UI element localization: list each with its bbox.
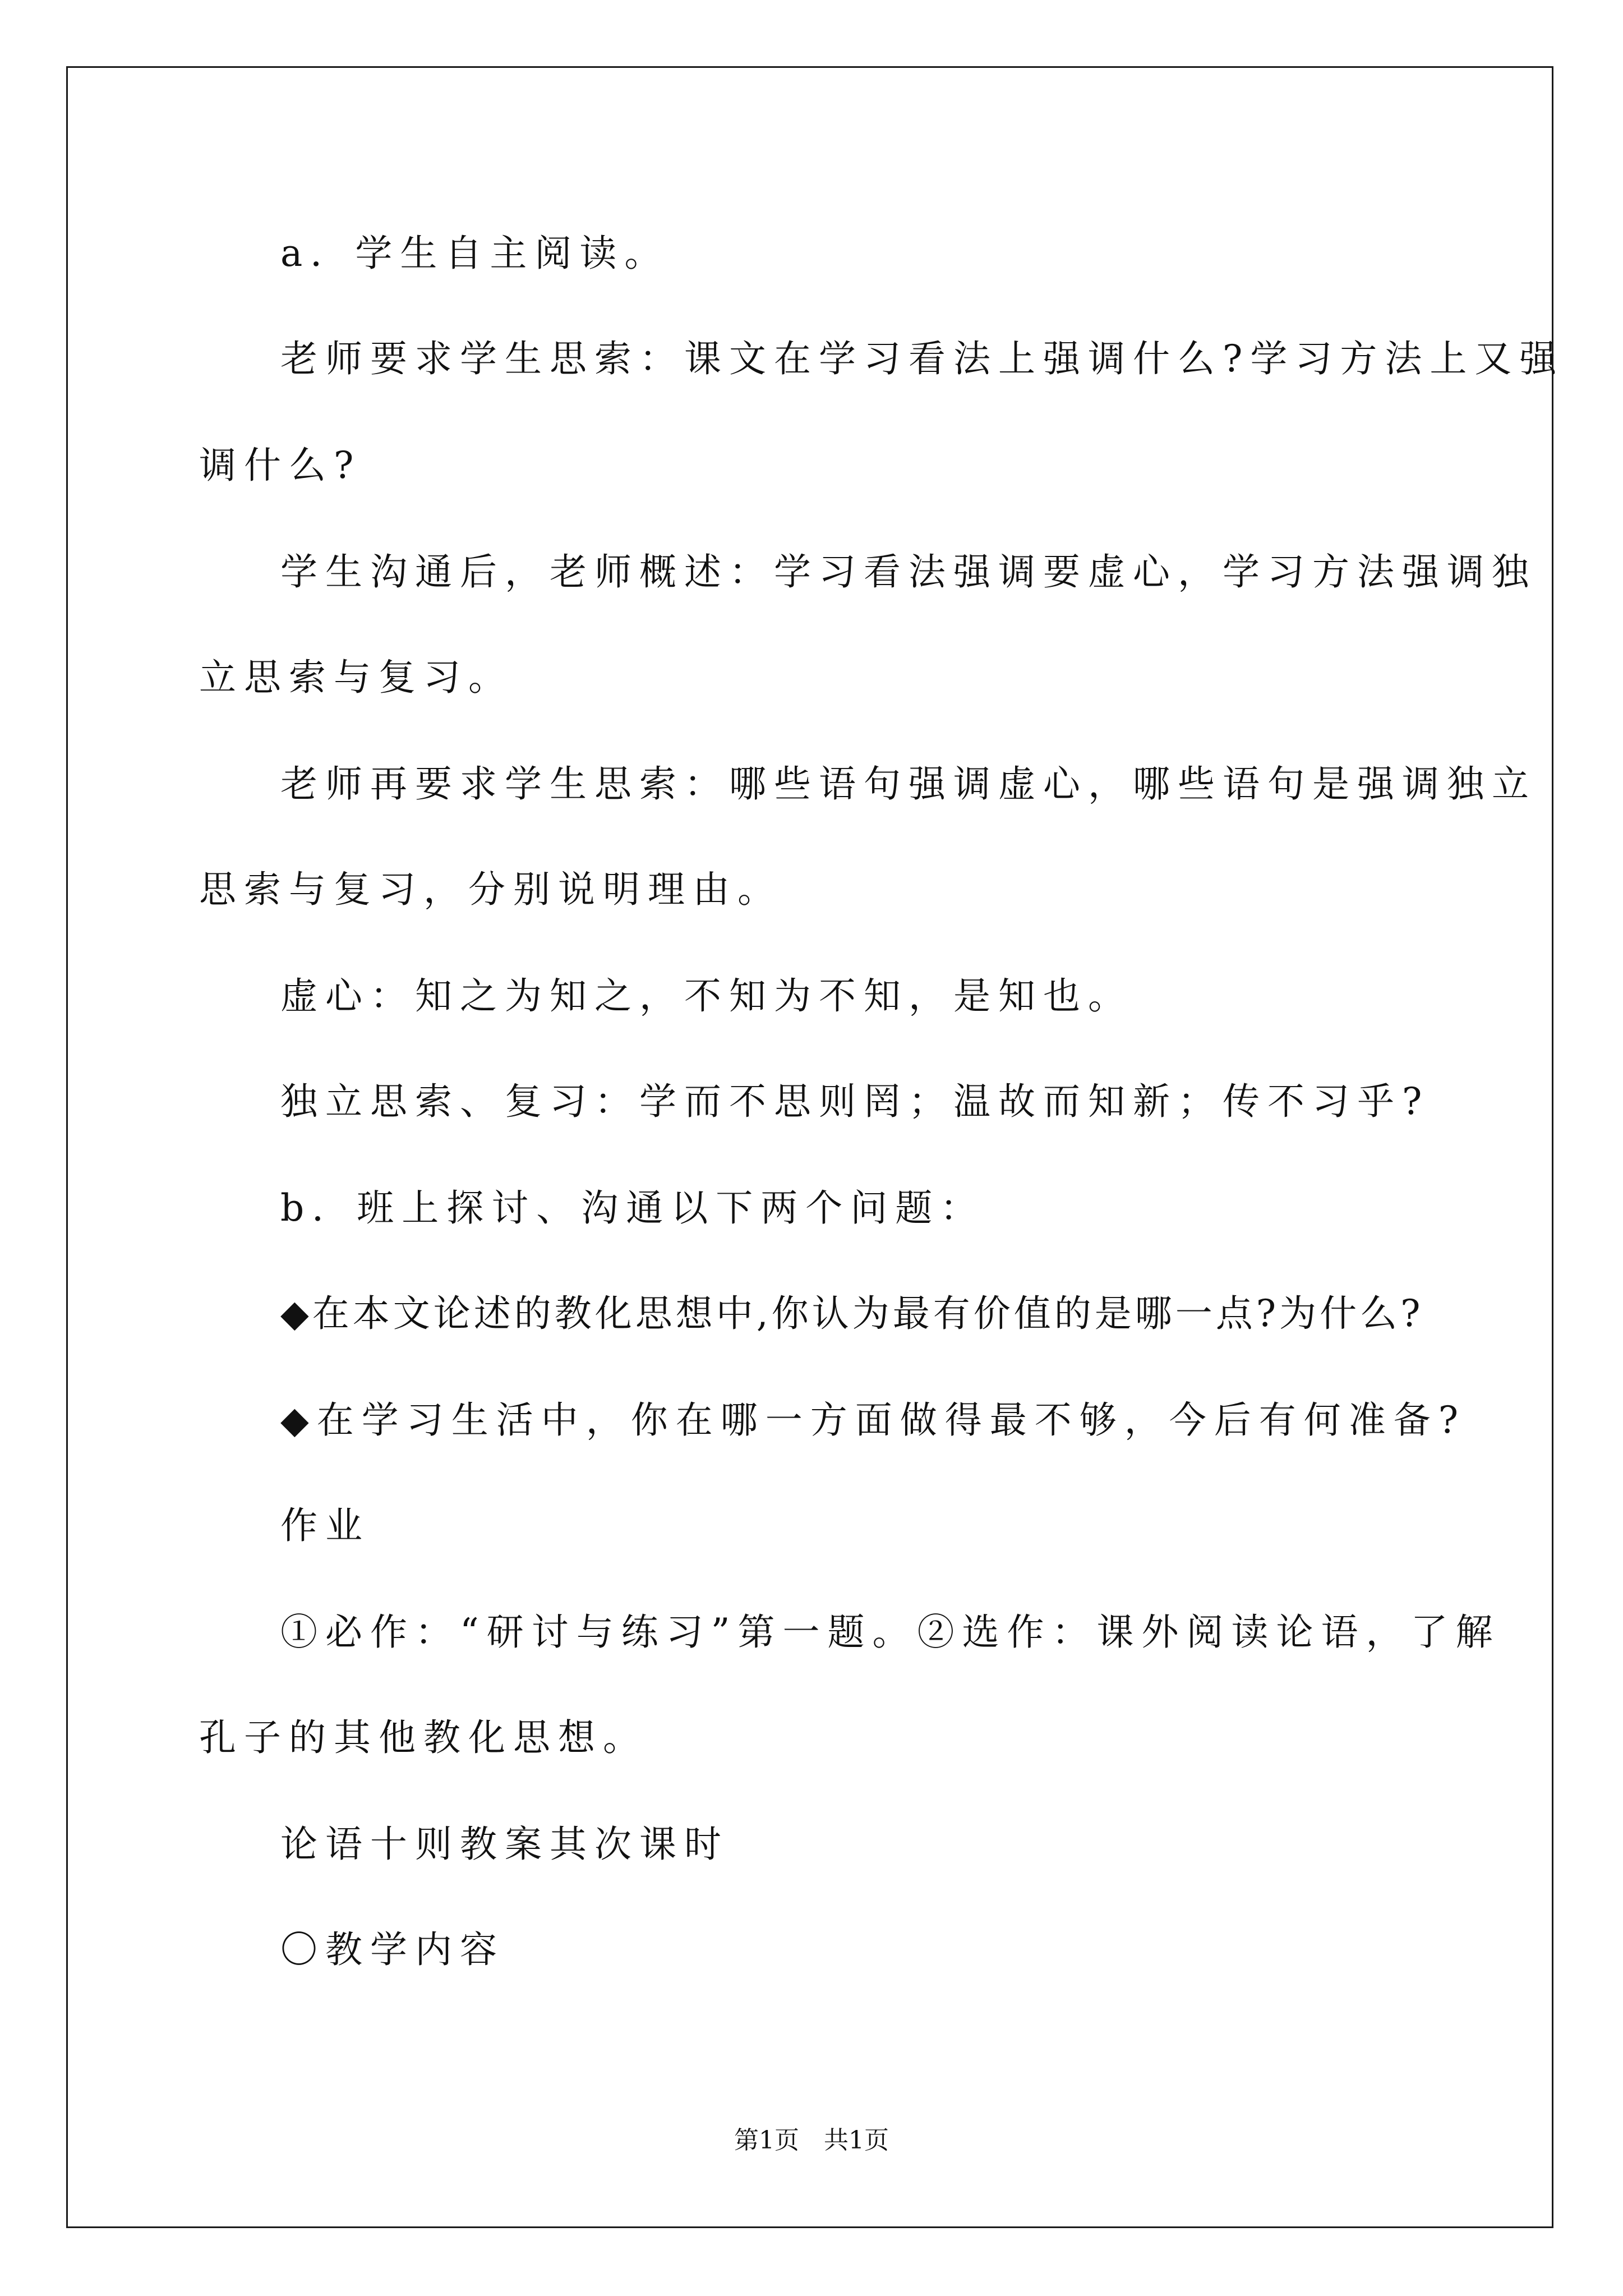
paragraph-line: 老师再要求学生思索：哪些语句强调虚心，哪些语句是强调独立	[280, 762, 1537, 806]
page-footer	[0, 2125, 1623, 2156]
page-total: 共1页	[824, 2126, 889, 2155]
page-number: 第1页	[734, 2126, 799, 2155]
paragraph-line: 虚心：知之为知之，不知为不知，是知也。	[280, 974, 1133, 1018]
paragraph-line: ◆在本文论述的教化思想中,你认为最有价值的是哪一点?为什么?	[280, 1292, 1424, 1335]
paragraph-line: 孔子的其他教化思想。	[199, 1716, 648, 1759]
paragraph-line: 独立思索、复习：学而不思则罔；温故而知新；传不习乎?	[280, 1080, 1430, 1123]
paragraph-line: 思索与复习，分别说明理由。	[199, 868, 782, 911]
paragraph-line: 〇教学内容	[280, 1928, 505, 1971]
paragraph-line: 学生沟通后，老师概述：学习看法强调要虚心，学习方法强调独	[280, 550, 1537, 593]
paragraph-line: b．班上探讨、沟通以下两个问题：	[280, 1186, 985, 1230]
paragraph-line: a．学生自主阅读。	[280, 232, 670, 275]
paragraph-line: 老师要求学生思索：课文在学习看法上强调什么?学习方法上又强	[280, 337, 1565, 380]
paragraph-line: ◆在学习生活中，你在哪一方面做得最不够，今后有何准备?	[280, 1398, 1467, 1442]
page-border	[66, 66, 1553, 2228]
paragraph-line: 调什么?	[199, 444, 362, 487]
section-heading: 论语十则教案其次课时	[280, 1823, 729, 1866]
paragraph-line: ①必作：“研讨与练习”第一题。②选作：课外阅读论语，了解	[280, 1611, 1501, 1654]
paragraph-line: 立思索与复习。	[199, 656, 513, 699]
section-heading: 作业	[280, 1504, 370, 1547]
